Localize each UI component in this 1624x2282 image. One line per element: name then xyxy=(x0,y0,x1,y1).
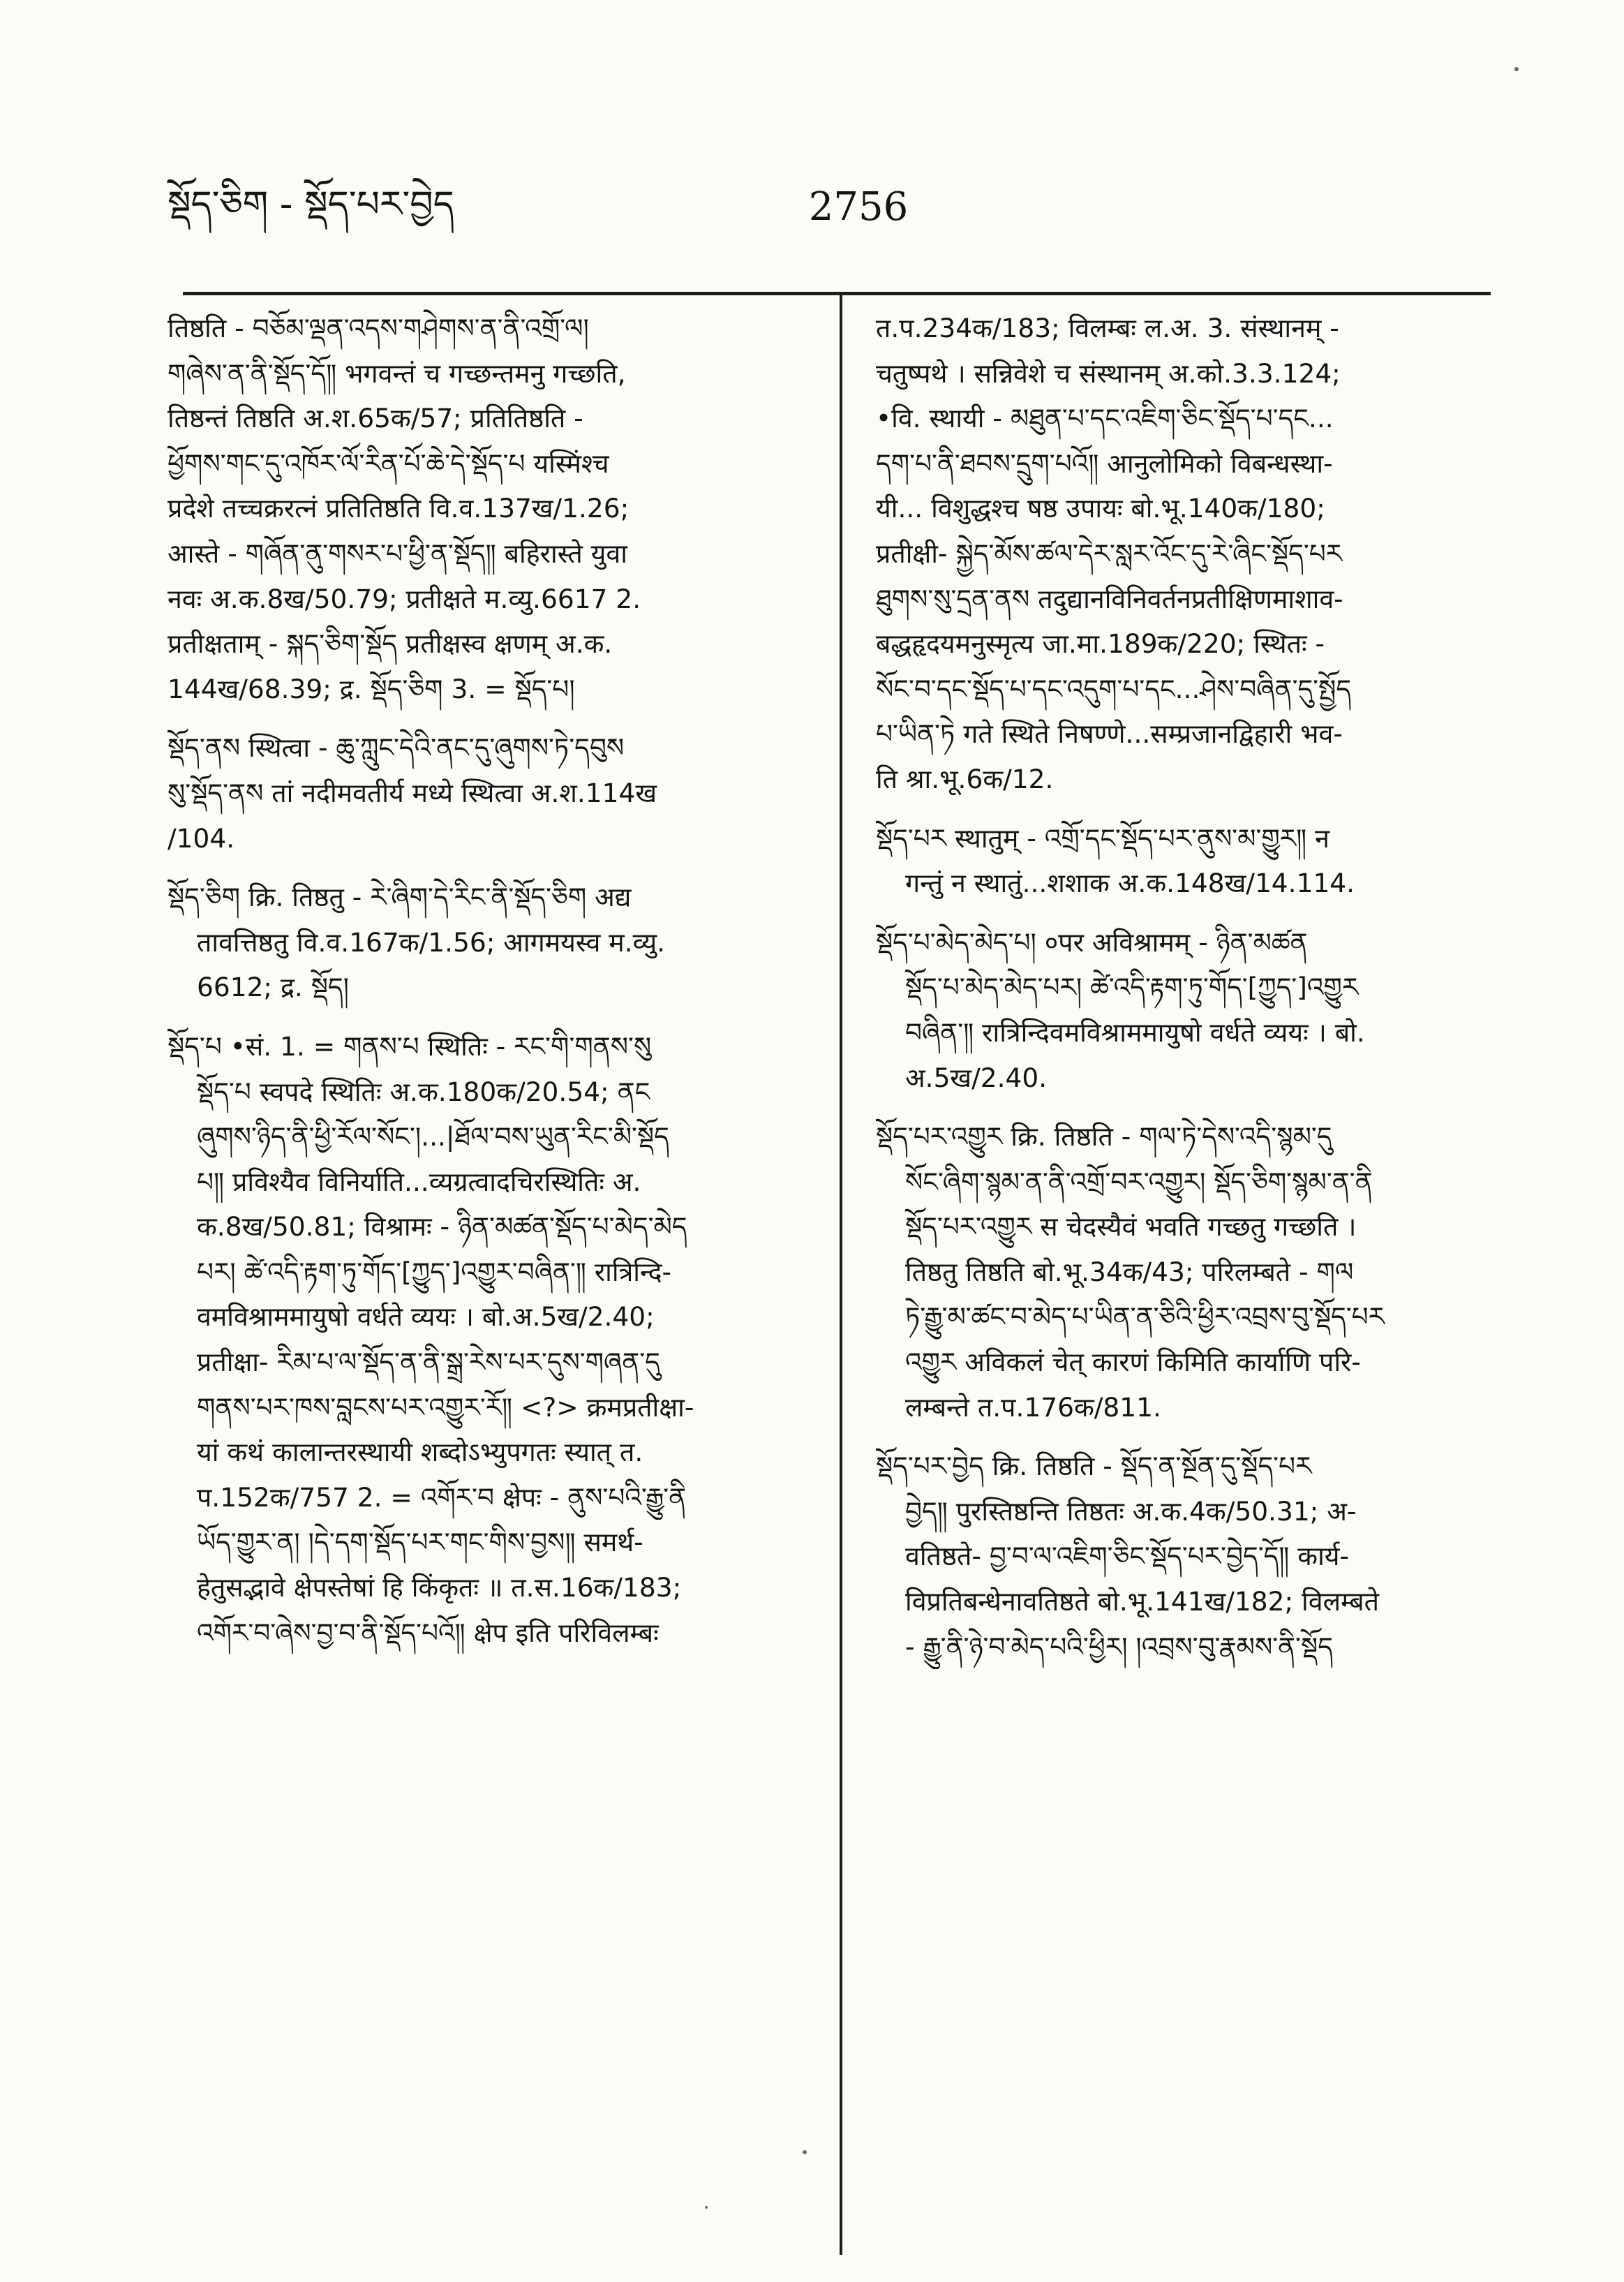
entry-line: སུ་སྡོད་ནས तां नदीमवतीर्य मध्ये स्थित्वा अ.श.114ख xyxy=(167,777,657,808)
entry-line: हेतुसद्भावे क्षेपस्तेषां हि किंकृतः ॥ त.स.16क/183; xyxy=(197,1572,682,1603)
entry-line: त.प.234क/183; विलम्बः ल.अ. 3. संस्थानम् - xyxy=(876,313,1339,343)
entry-line: སོང་བ་དང་སྡོད་པ་དང་འདུག་པ་དང...ཤེས་བཞིན་དུ་སྤྱོད xyxy=(876,673,1352,704)
entry-line: चतुष्पथे । सन्निवेशे च संस्थानम् अ.को.3.3.124; xyxy=(876,357,1341,389)
entry-line: यी... विशुद्धश्च षष्ठ उपायः बो.भू.140क/180; xyxy=(876,493,1325,524)
entry-line: དག་པ་ནི་ཐབས་དྲུག་པའོ༎ आनुलोमिको विबन्धस्था- xyxy=(876,447,1333,479)
entry-line: यां कथं कालान्तरस्थायी शब्दोऽभ्युपगतः स्यात् त. xyxy=(197,1437,643,1468)
dictionary-entry xyxy=(167,725,817,861)
entry-line: 6612; द्र. སྡོད། xyxy=(197,972,349,1003)
entry-headword-line: སྡོད་པ •सं. 1. = གནས་པ स्थितिः - རང་གི་གནས་སུ xyxy=(167,1030,652,1062)
right-column xyxy=(876,306,1487,1683)
entry-line: बद्धहृदयमनुस्मृत्य जा.मा.189क/220; स्थितः - xyxy=(876,628,1325,660)
entry-line: नवः अ.क.8ख/50.79; प्रतीक्षते म.व्यु.6617 2. xyxy=(167,583,641,614)
entry-line: प्रतीक्षी- སྐྱེད་མོས་ཚལ་དེར་སླར་འོང་དུ་རེ་ཞིང་སྡོད་པར xyxy=(876,538,1343,569)
entry-line: तावत्तिष्ठतु वि.व.167क/1.56; आगमयस्व म.व्यु. xyxy=(197,926,666,958)
dictionary-entry xyxy=(876,306,1487,802)
scan-speck xyxy=(705,2206,708,2209)
entry-headword-line: སྡོད་པ་མེད་མེད་པ། ०पर अविश्रामम् - ཉིན་མཚན xyxy=(876,926,1308,958)
scan-speck xyxy=(1514,67,1519,71)
running-head: སྡོད་ཅིག - སྡོད་པར་བྱེད xyxy=(167,184,454,225)
entry-headword-line: སྡོད་པར་བྱེད क्रि. तिष्ठति - སྡོད་ན་སྔོན་དུ་སྡོད་པར xyxy=(876,1451,1312,1482)
dictionary-entry xyxy=(876,1444,1487,1669)
entry-line: गन्तुं न स्थातुं...शशाक अ.क.148ख/14.114. xyxy=(905,868,1355,899)
left-column xyxy=(167,306,817,1669)
entry-line: तिष्ठति - བཅོམ་ལྡན་འདས་གཤེགས་ན་ནི་འགྲོ་ལ། xyxy=(167,313,589,343)
dictionary-entry xyxy=(167,306,817,711)
entry-line: अ.5ख/2.40. xyxy=(905,1062,1048,1093)
entry-line: प.152क/757 2. = འགོར་བ क्षेपः - ནུས་པའི་རྒྱུ་ནི xyxy=(197,1481,687,1513)
entry-line: तिष्ठतु तिष्ठति बो.भू.34क/43; परिलम्बते - གལ xyxy=(905,1256,1354,1287)
entry-line: གནས་པར་ཁས་བླངས་པར་འགྱུར་རོ༎ <?> क्रमप्रतीक्षा- xyxy=(197,1391,694,1423)
entry-line: གཞེས་ན་ནི་སྡོད་དོ༎ भगवन्तं च गच्छन्तमनु गच्छति, xyxy=(167,357,626,389)
entry-line: 144ख/68.39; द्र. སྡོད་ཅིག 3. = སྡོད་པ། xyxy=(167,673,575,704)
entry-line: •वि. स्थायी - མཐུན་པ་དང་འཇིག་ཅིང་སྡོད་པ་དང... xyxy=(876,403,1334,434)
entry-line: སྡོད་པ स्वपदे स्थितिः अ.क.180क/20.54; ནང xyxy=(197,1076,650,1107)
entry-line: प्रतीक्षताम् - སྐད་ཅིག་སྡོད प्रतीक्षस्व क्षणम् अ.क. xyxy=(167,628,613,660)
entry-line: བཞིན་༎ रात्रिन्दिवमविश्राममायुषो वर्धते व्ययः । बो. xyxy=(905,1016,1365,1048)
scan-speck xyxy=(803,2150,807,2154)
entry-line: སྡོད་ནས स्थित्वा - ཆུ་ཀླུང་དེའི་ནང་དུ་ཞུགས་ཏེ་དབུས xyxy=(167,732,625,764)
dictionary-entry xyxy=(167,875,817,1010)
dictionary-entry xyxy=(167,1024,817,1655)
entry-line: ཡོད་གྱུར་ན། །དེ་དག་སྡོད་པར་གང་གིས་བྱས༎ समर्थ- xyxy=(197,1527,643,1558)
entry-line: སོང་ཞིག་སྙམ་ན་ནི་འགྲོ་བར་འགྱུར། སྡོད་ཅིག་སྙམ་ན་ནི xyxy=(905,1166,1373,1197)
entry-line: वतिष्ठते- བྱ་བ་ལ་འཇིག་ཅིང་སྡོད་པར་བྱེད་དོ༎ कार्य- xyxy=(905,1541,1350,1572)
entry-line: སྡོད་པ་མེད་མེད་པར། ཚེ་འདི་རྟག་ཏུ་གོད་[ཀྱུད་]འགྱུར xyxy=(905,972,1359,1003)
entry-line: ति श्रा.भू.6क/12. xyxy=(876,763,1054,794)
entry-line: པ༎ प्रविश्यैव विनिर्याति...व्यग्रत्वादचिरस्थितिः अ. xyxy=(197,1166,641,1197)
entry-line: तिष्ठन्तं तिष्ठति अ.श.65क/57; प्रतितिष्ठति - xyxy=(167,403,583,434)
entry-line: ཞུགས་ཉིད་ནི་ཕྱི་རོལ་སོང་།...|ཐོལ་བས་ཡུན་རིང་མི་སྡོད xyxy=(197,1121,669,1153)
entry-headword-line: སྡོད་པར स्थातुम् - འགྲོ་དང་སྡོད་པར་ནུས་མ་གྱུར༎ न xyxy=(876,822,1329,854)
entry-line: ཏེ་རྒྱུ་མ་ཚང་བ་མེད་པ་ཡིན་ན་ཅིའི་ཕྱིར་འབྲས་བུ་སྡོད་པར xyxy=(905,1301,1385,1333)
entry-line: སྡོད་པར་འགྱུར स चेदस्यैवं भवति गच्छतु गच्छति । xyxy=(905,1211,1357,1243)
entry-line: लम्बन्ते त.प.176क/811. xyxy=(905,1391,1161,1423)
entry-headword-line: སྡོད་པར་འགྱུར क्रि. तिष्ठति - གལ་ཏེ་དེས་འདི་སྙམ་དུ xyxy=(876,1121,1332,1153)
entry-line: པར། ཚེ་འདི་རྟག་ཏུ་གོད་[ཀྱུད་]འགྱུར་བཞིན་༎ रात्रिन्दि- xyxy=(197,1256,672,1287)
entry-line: क.8ख/50.81; विश्रामः - ཉིན་མཚན་སྡོད་པ་མེད་མེད xyxy=(197,1211,687,1243)
page-number: 2756 xyxy=(808,184,909,230)
entry-line: ཐུགས་སུ་དྲན་ནས तदुद्यानविनिवर्तनप्रतीक्षिणमाशाव- xyxy=(876,583,1343,614)
entry-line: प्रदेशे तच्चक्ररत्नं प्रतितिष्ठति वि.व.137ख/1.26; xyxy=(167,493,630,524)
entry-line: བྱེད༎ पुरस्तिष्ठन्ति तिष्ठतः अ.क.4क/50.31; अ- xyxy=(905,1495,1357,1527)
entry-line: - རྒྱུ་ནི་ཉེ་བ་མེད་པའི་ཕྱིར། །འབྲས་བུ་རྣམས་ནི་སྡོད xyxy=(905,1631,1333,1662)
column-divider xyxy=(840,295,842,2255)
entry-line: པ་ཡིན་ཏེ गते स्थिते निषण्णे...सम्प्रजानद्विहारी भव- xyxy=(876,718,1343,750)
entry-line: विप्रतिबन्धेनावतिष्ठते बो.भू.141ख/182; विलम्बते xyxy=(905,1586,1379,1617)
entry-line: འགྱུར अविकलं चेत् कारणं किमिति कार्याणि परि- xyxy=(905,1347,1361,1378)
entry-line: ཕྱོགས་གང་དུ་འཁོར་ལོ་རིན་པོ་ཆེ་དེ་སྡོད་པ यस्मिंश्च xyxy=(167,447,609,479)
header-rule xyxy=(183,292,1491,295)
entry-line: आस्ते - གཞོན་ནུ་གསར་པ་ཕྱི་ན་སྡོད༎ बहिरास्ते युवा xyxy=(167,538,627,569)
entry-headword-line: སྡོད་ཅིག क्रि. तिष्ठतु - རེ་ཞིག་དེ་རིང་ནི་སྡོད་ཅིག अद्य xyxy=(167,882,632,913)
entry-line: प्रतीक्षा- རིམ་པ་ལ་སྡོད་ན་ནི་སྒྲ་རེས་པར་དུས་གཞན་དུ xyxy=(197,1347,660,1378)
entry-line: འགོར་བ་ཞེས་བྱ་བ་ནི་སྡོད་པའོ༎ क्षेप इति परिविलम्बः xyxy=(197,1617,659,1648)
dictionary-entry xyxy=(876,920,1487,1100)
dictionary-entry xyxy=(876,816,1487,906)
entry-line: /104. xyxy=(167,822,235,854)
dictionary-entry xyxy=(876,1114,1487,1430)
entry-line: वमविश्राममायुषो वर्धते व्ययः । बो.अ.5ख/2.40; xyxy=(197,1301,655,1333)
